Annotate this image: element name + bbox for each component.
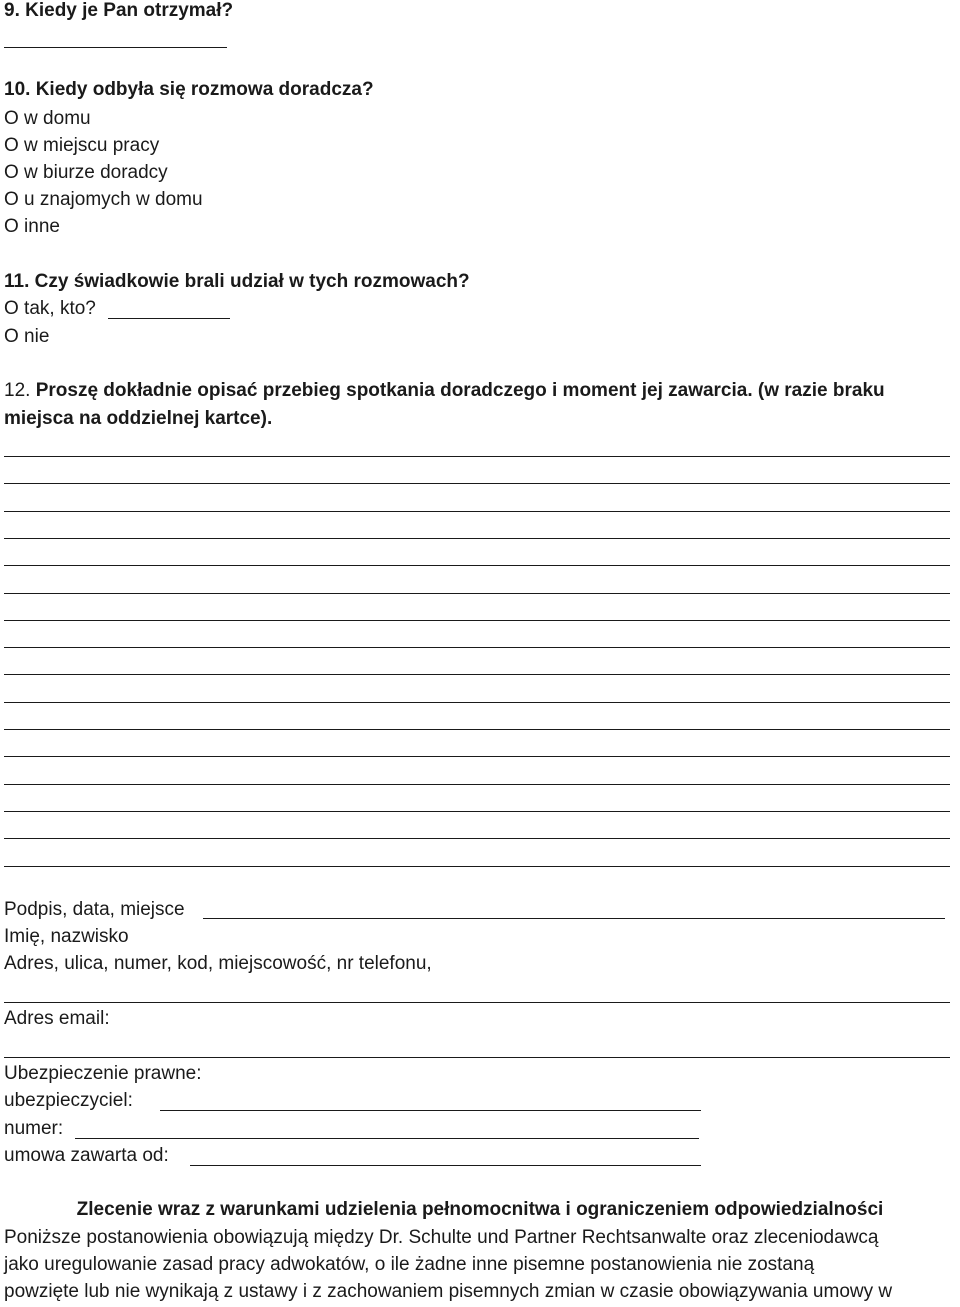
address-label: Adres, ulica, numer, kod, miejscowość, nr telefonu, <box>4 953 432 974</box>
insurer-line[interactable] <box>160 1110 701 1111</box>
answer-9-line[interactable] <box>4 47 227 48</box>
q10-option-home[interactable]: O w domu <box>4 108 91 129</box>
question-12-title <box>4 380 885 402</box>
email-line[interactable] <box>4 1057 950 1058</box>
q10-option-other[interactable]: O inne <box>4 216 60 237</box>
contract-line[interactable] <box>190 1165 701 1166</box>
writing-line[interactable] <box>4 866 950 867</box>
q11-option-yes[interactable]: O tak, kto? <box>4 298 96 319</box>
q10-option-workplace[interactable]: O w miejscu pracy <box>4 135 160 156</box>
signature-label: Podpis, data, miejsce <box>4 899 185 920</box>
number-label: numer: <box>4 1118 64 1139</box>
email-label: Adres email: <box>4 1008 110 1029</box>
writing-line[interactable] <box>4 593 950 594</box>
signature-line[interactable] <box>203 918 945 919</box>
question-12-number: 12. <box>4 380 31 401</box>
writing-line[interactable] <box>4 565 950 566</box>
writing-line[interactable] <box>4 456 950 457</box>
writing-line[interactable] <box>4 647 950 648</box>
writing-line[interactable] <box>4 538 950 539</box>
contract-label: umowa zawarta od: <box>4 1145 169 1166</box>
q11-option-no[interactable]: O nie <box>4 326 50 347</box>
question-9-title: 9. Kiedy je Pan otrzymał? <box>4 0 234 21</box>
question-10-title: 10. Kiedy odbyła się rozmowa doradcza? <box>4 79 374 100</box>
q10-option-advisor-office[interactable]: O w biurze doradcy <box>4 162 168 183</box>
writing-line[interactable] <box>4 674 950 675</box>
mandate-paragraph-line-3: powzięte lub nie wynikają z ustawy i z zachowaniem pisemnych zmian w czasie obowiązywania umowy w <box>4 1281 893 1302</box>
writing-line[interactable] <box>4 729 950 730</box>
question-11-title: 11. Czy świadkowie brali udział w tych rozmowach? <box>4 271 470 292</box>
insurance-label: Ubezpieczenie prawne: <box>4 1063 202 1084</box>
writing-line[interactable] <box>4 838 950 839</box>
question-12-text: Proszę dokładnie opisać przebieg spotkania doradczego i moment jej zawarcia. (w razie braku <box>35 380 885 401</box>
insurer-label: ubezpieczyciel: <box>4 1090 133 1111</box>
mandate-paragraph-line-2: jako uregulowanie zasad pracy adwokatów, o ile żadne inne pisemne postanowienia nie zostaną <box>4 1254 815 1275</box>
writing-line[interactable] <box>4 811 950 812</box>
writing-line[interactable] <box>4 620 950 621</box>
q11-who-line[interactable] <box>108 318 230 319</box>
writing-line[interactable] <box>4 511 950 512</box>
number-line[interactable] <box>75 1138 699 1139</box>
mandate-paragraph-line-1: Poniższe postanowienia obowiązują między Dr. Schulte und Partner Rechtsanwalte oraz zleceniodawcą <box>4 1227 879 1248</box>
writing-line[interactable] <box>4 702 950 703</box>
mandate-heading: Zlecenie wraz z warunkami udzielenia pełnomocnitwa i ograniczeniem odpowiedzialności <box>76 1199 884 1220</box>
writing-line[interactable] <box>4 784 950 785</box>
writing-line[interactable] <box>4 756 950 757</box>
name-label: Imię, nazwisko <box>4 926 129 947</box>
question-12-text-cont: miejsca na oddzielnej kartce). <box>4 408 273 429</box>
q10-option-friends-home[interactable]: O u znajomych w domu <box>4 189 203 210</box>
address-line[interactable] <box>4 1002 950 1003</box>
writing-line[interactable] <box>4 483 950 484</box>
